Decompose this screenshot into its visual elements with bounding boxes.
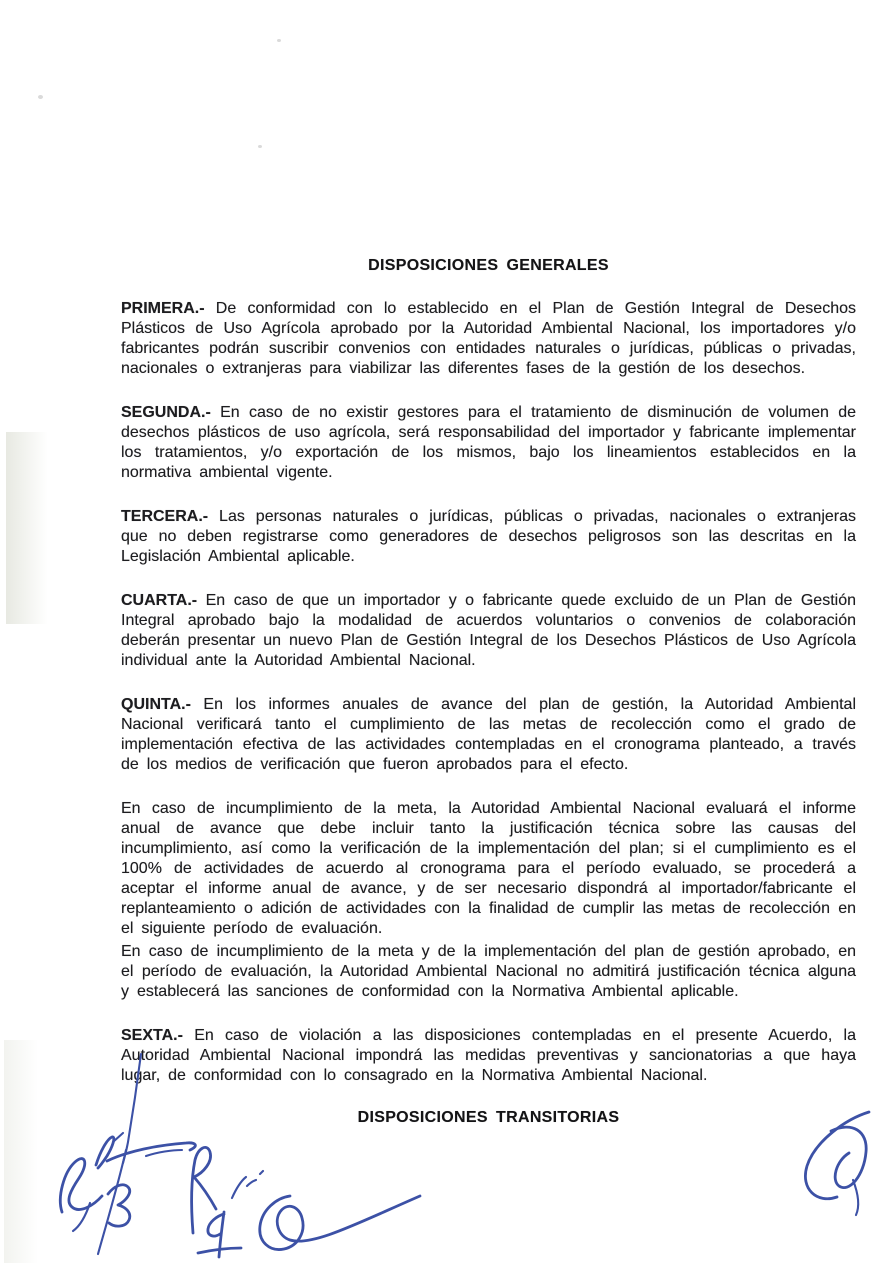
paragraph-sexta — [121, 1026, 856, 1086]
paragraph-tercera — [121, 507, 856, 567]
clause-label: CUARTA.- — [121, 592, 198, 609]
clause-text: Las personas naturales o jurídicas, públicas o privadas, nacionales o extranjeras que no deben registrarse como generadores de desechos peligrosos son las descritas en la Legislación Ambiental aplicable. — [121, 508, 856, 565]
section-heading-disposiciones-generales: DISPOSICIONES GENERALES — [368, 257, 609, 274]
clause-text: En caso de que un importador y o fabricante quede excluido de un Plan de Gestión Integral aprobado bajo la modalidad de acuerdos voluntarios o convenios de colaboración deberán presentar un nuevo Plan de Gestión Integral de los Desechos Plásticos de Uso Agrícola individual ante la Autoridad Ambiental Nacional. — [121, 592, 856, 669]
document-body — [121, 256, 856, 1128]
paragraph-cuarta — [121, 591, 856, 671]
scan-artifact-band — [6, 432, 48, 624]
section-heading-disposiciones-transitorias: DISPOSICIONES TRANSITORIAS — [357, 1109, 620, 1126]
clause-label: SEGUNDA.- — [121, 404, 211, 421]
clause-text: En caso de no existir gestores para el tratamiento de disminución de volumen de desechos plásticos de uso agrícola, será responsabilidad del importador y fabricante implementar los tratamientos, y/o exportación de los mismos, bajo los lineamientos establecidos en la normativa ambiental vigente. — [121, 404, 856, 481]
clause-text: De conformidad con lo establecido en el Plan de Gestión Integral de Desechos Plásticos de Uso Agrícola aprobado por la Autoridad Ambiental Nacional, los importadores y/o fabricantes podrán suscribir convenios con entidades naturales o jurídicas, públicas o privadas, nacionales o extranjeras para viabilizar las diferentes fases de la gestión de los desechos. — [121, 300, 856, 377]
paragraph-incumplimiento-plan — [121, 942, 856, 1002]
scan-artifact-band — [4, 1040, 38, 1263]
paragraph-incumplimiento-meta — [121, 799, 856, 939]
clause-text: En caso de incumplimiento de la meta y de la implementación del plan de gestión aprobado, en el período de evaluación, la Autoridad Ambiental Nacional no admitirá justificación técnica alguna y establecerá las sanciones de conformidad con la Normativa Ambiental aplicable. — [121, 943, 856, 1000]
paragraph-primera — [121, 299, 856, 379]
clause-text: En los informes anuales de avance del plan de gestión, la Autoridad Ambiental Nacional verificará tanto el cumplimiento de las metas de recolección como el grado de implementación efectiva de las actividades contempladas en el cronograma planteado, a través de los medios de verificación que fueron aprobados para el efecto. — [121, 696, 856, 773]
scan-speck — [277, 39, 281, 42]
clause-text: En caso de incumplimiento de la meta, la Autoridad Ambiental Nacional evaluará el informe anual de avance que debe incluir tanto la justificación técnica sobre las causas del incumplimiento, así como la verificación de la implementación del plan; si el cumplimiento es el 100% de actividades de acuerdo al cronograma para el período evaluado, se procederá a aceptar el informe anual de avance, y de ser necesario dispondrá al importador/fabricante el replanteamiento o adición de actividades con la finalidad de cumplir las metas de recolección en el siguiente período de evaluación. — [121, 800, 856, 937]
clause-label: TERCERA.- — [121, 508, 209, 525]
scan-speck — [38, 95, 43, 99]
clause-text: En caso de violación a las disposiciones contempladas en el presente Acuerdo, la Autoridad Ambiental Nacional impondrá las medidas preventivas y sancionatorias a que haya lugar, de conformidad con lo consagrado en la Normativa Ambiental Nacional. — [121, 1027, 856, 1084]
clause-label: QUINTA.- — [121, 696, 191, 713]
clause-label: PRIMERA.- — [121, 300, 205, 317]
scan-speck — [258, 145, 262, 148]
paragraph-quinta — [121, 695, 856, 775]
paragraph-segunda — [121, 403, 856, 483]
clause-label: SEXTA.- — [121, 1027, 183, 1044]
